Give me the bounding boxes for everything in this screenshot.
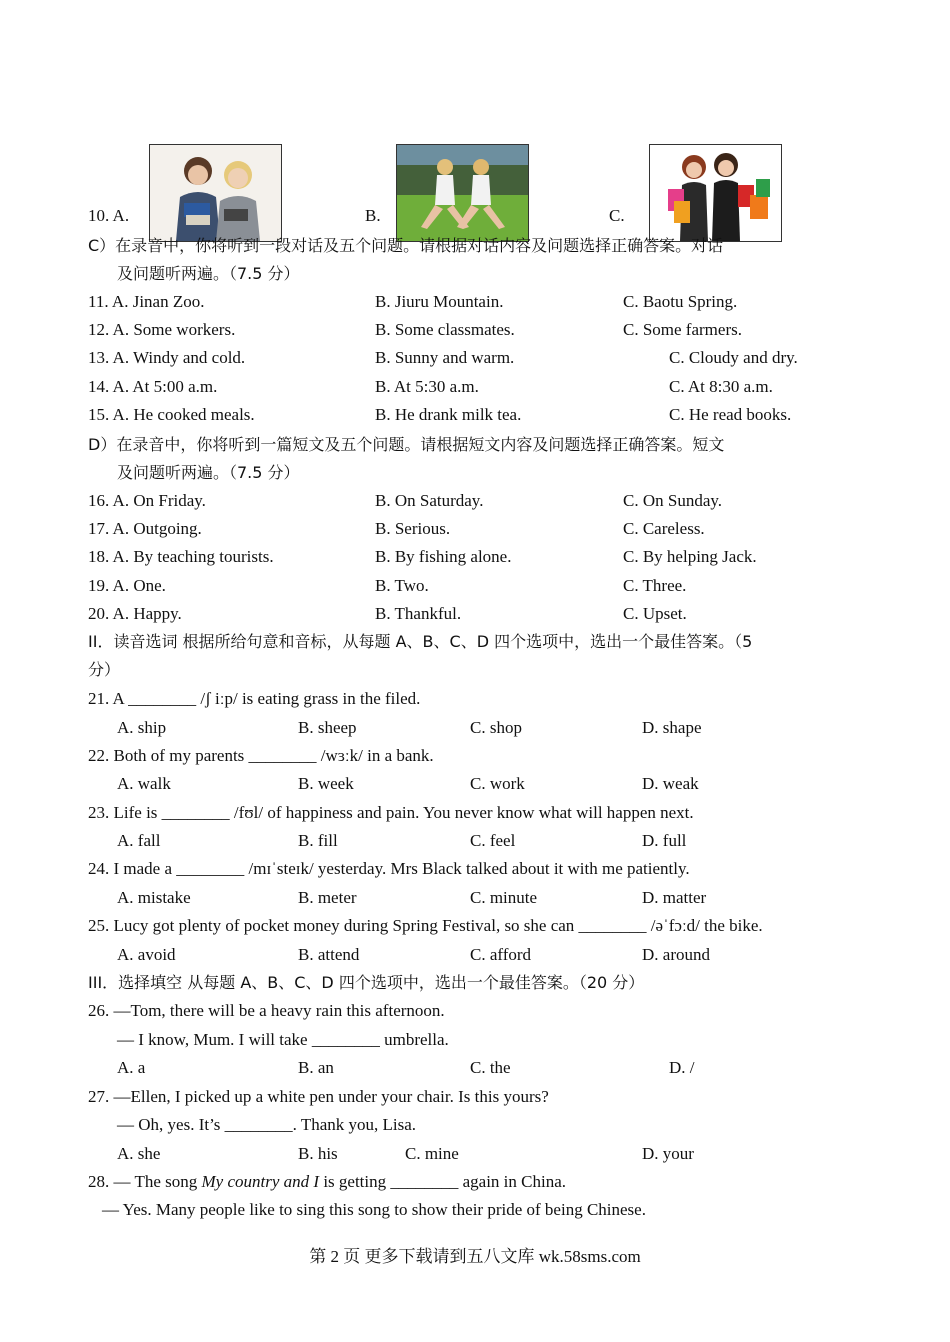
q13-option-b: B. Sunny and warm.	[375, 348, 515, 367]
q19-option-c: C. Three.	[623, 576, 687, 595]
q26-option-a: A. a	[117, 1058, 146, 1077]
q26-option-c: C. the	[470, 1058, 511, 1077]
q21-option-d: D. shape	[642, 718, 702, 737]
q23-option-d: D. full	[642, 831, 687, 850]
q26-option-b: B. an	[298, 1058, 334, 1077]
q24-stem: 24. I made a ________ /mɪˈsteɪk/ yesterday. Mrs Black talked about it with me patiently.	[88, 859, 690, 878]
section-c-instruction-cont: 及问题听两遍。（7.5 分）	[117, 264, 300, 283]
q23-option-b: B. fill	[298, 831, 338, 850]
q19-option-a: 19. A. One.	[88, 576, 166, 595]
q23-option-a: A. fall	[117, 831, 161, 850]
section-ii-instruction-cont: 分）	[88, 660, 121, 679]
q25-option-d: D. around	[642, 945, 710, 964]
q26-line2: — I know, Mum. I will take ________ umbrella.	[117, 1030, 449, 1049]
q15-option-a: 15. A. He cooked meals.	[88, 405, 255, 424]
q10-option-b-label: B.	[365, 206, 381, 225]
q27-option-d: D. your	[642, 1144, 694, 1163]
q14-option-b: B. At 5:30 a.m.	[375, 377, 479, 396]
q18-option-b: B. By fishing alone.	[375, 547, 512, 566]
q28-line1-post: is getting ________ again in China.	[319, 1172, 567, 1191]
q16-option-b: B. On Saturday.	[375, 491, 484, 510]
q24-option-a: A. mistake	[117, 888, 191, 907]
q13-option-c: C. Cloudy and dry.	[669, 348, 798, 367]
q26-option-d: D. /	[669, 1058, 695, 1077]
q10-option-c-label: C.	[609, 206, 625, 225]
q20-option-b: B. Thankful.	[375, 604, 462, 623]
q20-option-c: C. Upset.	[623, 604, 687, 623]
q21-option-b: B. sheep	[298, 718, 357, 737]
q11-option-b: B. Jiuru Mountain.	[375, 292, 504, 311]
q27-line1: 27. —Ellen, I picked up a white pen under your chair. Is this yours?	[88, 1087, 549, 1106]
q14-option-c: C. At 8:30 a.m.	[669, 377, 773, 396]
q11-option-c: C. Baotu Spring.	[623, 292, 738, 311]
girls-exercising-icon	[397, 145, 528, 241]
page-footer: 第 2 页 更多下载请到五八文库 wk.58sms.com	[309, 1247, 641, 1266]
q24-option-b: B. meter	[298, 888, 357, 907]
q21-option-c: C. shop	[470, 718, 522, 737]
q25-option-a: A. avoid	[117, 945, 176, 964]
q17-option-a: 17. A. Outgoing.	[88, 519, 202, 538]
q28-line1	[88, 1171, 566, 1193]
q16-option-c: C. On Sunday.	[623, 491, 723, 510]
q17-option-b: B. Serious.	[375, 519, 451, 538]
q21-option-a: A. ship	[117, 718, 167, 737]
q12-option-b: B. Some classmates.	[375, 320, 515, 339]
q10-option-b-image	[396, 144, 529, 242]
q28-line1-pre: 28. — The song	[88, 1172, 202, 1191]
q16-option-a: 16. A. On Friday.	[88, 491, 206, 510]
q25-option-c: C. afford	[470, 945, 532, 964]
q14-option-a: 14. A. At 5:00 a.m.	[88, 377, 218, 396]
section-d-instruction: D）在录音中，你将听到一篇短文及五个问题。请根据短文内容及问题选择正确答案。短文	[88, 435, 725, 454]
q20-option-a: 20. A. Happy.	[88, 604, 182, 623]
q26-line1: 26. —Tom, there will be a heavy rain this afternoon.	[88, 1001, 445, 1020]
q25-stem: 25. Lucy got plenty of pocket money during Spring Festival, so she can ________ /əˈfɔːd/ the bike.	[88, 916, 763, 935]
q24-option-d: D. matter	[642, 888, 707, 907]
q24-option-c: C. minute	[470, 888, 538, 907]
q22-option-b: B. week	[298, 774, 354, 793]
q28-song-title: My country and I	[201, 1172, 320, 1191]
q19-option-b: B. Two.	[375, 576, 429, 595]
q23-stem: 23. Life is ________ /fʊl/ of happiness and pain. You never know what will happen next.	[88, 803, 694, 822]
q18-option-a: 18. A. By teaching tourists.	[88, 547, 274, 566]
q27-option-c: C. mine	[405, 1144, 459, 1163]
q10-label: 10. A.	[88, 206, 130, 225]
q15-option-c: C. He read books.	[669, 405, 792, 424]
q22-option-c: C. work	[470, 774, 525, 793]
girls-shopping-icon	[650, 145, 781, 241]
q23-option-c: C. feel	[470, 831, 516, 850]
section-ii-instruction: II．读音选词 根据所给句意和音标，从每题 A、B、C、D 四个选项中，选出一个最佳答案。（5	[88, 632, 753, 651]
q27-option-b: B. his	[298, 1144, 338, 1163]
section-iii-instruction: III．选择填空 从每题 A、B、C、D 四个选项中，选出一个最佳答案。（20 分）	[88, 973, 645, 992]
q22-option-a: A. walk	[117, 774, 171, 793]
students-with-books-icon	[150, 145, 281, 241]
q18-option-c: C. By helping Jack.	[623, 547, 757, 566]
q12-option-c: C. Some farmers.	[623, 320, 742, 339]
q27-option-a: A. she	[117, 1144, 161, 1163]
q25-option-b: B. attend	[298, 945, 360, 964]
section-c-instruction: C）在录音中，你将听到一段对话及五个问题。请根据对话内容及问题选择正确答案。对话	[88, 236, 724, 255]
q10-option-c-image	[649, 144, 782, 242]
q15-option-b: B. He drank milk tea.	[375, 405, 522, 424]
q17-option-c: C. Careless.	[623, 519, 705, 538]
section-d-instruction-cont: 及问题听两遍。（7.5 分）	[117, 463, 300, 482]
q21-stem: 21. A ________ /ʃ iːp/ is eating grass in the filed.	[88, 689, 421, 708]
q12-option-a: 12. A. Some workers.	[88, 320, 236, 339]
q10-option-a-image	[149, 144, 282, 242]
q27-line2: — Oh, yes. It’s ________. Thank you, Lisa.	[117, 1115, 417, 1134]
q11-option-a: 11. A. Jinan Zoo.	[88, 292, 205, 311]
q13-option-a: 13. A. Windy and cold.	[88, 348, 246, 367]
q22-stem: 22. Both of my parents ________ /wɜːk/ in a bank.	[88, 746, 434, 765]
q22-option-d: D. weak	[642, 774, 699, 793]
q28-line2: — Yes. Many people like to sing this song to show their pride of being Chinese.	[102, 1200, 646, 1219]
